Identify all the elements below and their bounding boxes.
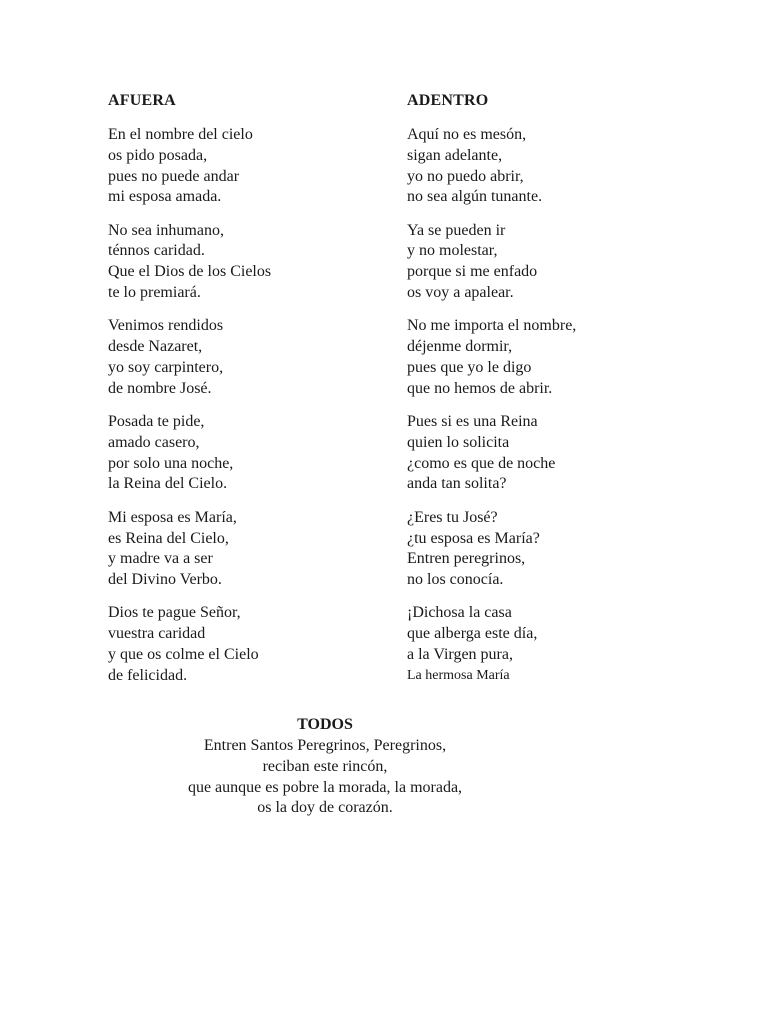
verse-line: En el nombre del cielo (108, 126, 253, 143)
verse-line: y que os colme el Cielo (108, 646, 259, 664)
chorus-line: Entren Santos Peregrinos, Peregrinos, (203, 737, 447, 754)
verse-line: y no molestar, (407, 242, 498, 260)
verse-line: es Reina del Cielo, (108, 529, 229, 547)
afuera-heading: AFUERA (108, 92, 176, 109)
verse-line: mi esposa amada. (108, 188, 222, 206)
verse-line: desde Nazaret, (108, 338, 203, 356)
verse-line: ¡Dichosa la casa (407, 604, 512, 622)
verse-line: pues no puede andar (108, 167, 240, 185)
stanza (407, 603, 707, 686)
verse-line: yo no puedo abrir, (407, 167, 524, 185)
todos-heading: TODOS (297, 716, 353, 733)
stanza (407, 316, 707, 399)
verse-line: que no hemos de abrir. (407, 379, 553, 397)
verse-line: que alberga este día, (407, 625, 538, 643)
verse-line: vuestra caridad (108, 625, 206, 643)
verse-line: no los conocía. (407, 571, 504, 589)
adentro-heading: ADENTRO (407, 92, 489, 109)
adentro-stanzas (407, 125, 707, 687)
verse-line: de nombre José. (108, 379, 212, 397)
stanza (108, 221, 408, 304)
stanza (108, 508, 408, 591)
verse-line: ténnos caridad. (108, 242, 205, 260)
chorus-line: reciban este rincón, (262, 757, 388, 775)
verse-line: Dios te pague Señor, (108, 604, 241, 622)
stanza (407, 125, 707, 208)
verse-line: porque si me enfado (407, 263, 538, 281)
chorus-line: que aunque es pobre la morada, la morada, (187, 778, 463, 796)
verse-line: por solo una noche, (108, 454, 234, 472)
verse-line: yo soy carpintero, (108, 358, 224, 376)
verse-line: os voy a apalear. (407, 284, 514, 302)
verse-line: ¿como es que de noche (407, 454, 556, 472)
verse-line: sigan adelante, (407, 146, 503, 164)
stanza (108, 603, 408, 686)
verse-line: No sea inhumano, (108, 221, 224, 239)
verse-line: déjenme dormir, (407, 338, 513, 356)
chorus-lines (0, 736, 650, 819)
adentro-column (407, 91, 707, 699)
verse-line: te lo premiará. (108, 284, 201, 302)
todos-chorus (0, 715, 650, 819)
verse-line: de felicidad. (108, 666, 188, 684)
verse-line: os pido posada, (108, 146, 208, 164)
verse-line: a la Virgen pura, (407, 646, 513, 664)
verse-line: anda tan solita? (407, 475, 507, 493)
stanza (407, 508, 707, 591)
verse-line: ¿tu esposa es María? (407, 529, 540, 547)
afuera-column (108, 91, 408, 699)
afuera-stanzas (108, 125, 408, 687)
stanza (108, 125, 408, 208)
verse-line: ¿Eres tu José? (407, 508, 498, 526)
verse-line: la Reina del Cielo. (108, 475, 228, 493)
verse-line: y madre va a ser (108, 550, 213, 568)
verse-line: quien lo solicita (407, 433, 510, 451)
verse-line: Venimos rendidos (108, 317, 224, 335)
verse-line: Pues si es una Reina (407, 413, 538, 431)
stanza (407, 221, 707, 304)
verse-line: Que el Dios de los Cielos (108, 263, 272, 281)
verse-line: Mi esposa es María, (108, 508, 237, 526)
verse-line: La hermosa María (407, 667, 510, 683)
verse-line: Ya se pueden ir (407, 221, 506, 239)
verse-line: del Divino Verbo. (108, 571, 222, 589)
verse-line: No me importa el nombre, (407, 317, 577, 335)
verse-line: no sea algún tunante. (407, 188, 543, 206)
chorus-line: os la doy de corazón. (257, 799, 393, 817)
stanza (407, 412, 707, 495)
stanza (108, 412, 408, 495)
verse-line: amado casero, (108, 433, 200, 451)
verse-line: Entren peregrinos, (407, 550, 526, 568)
stanza (108, 316, 408, 399)
verse-line: Aquí no es mesón, (407, 126, 527, 143)
verse-line: pues que yo le digo (407, 358, 532, 376)
verse-line: Posada te pide, (108, 413, 205, 431)
